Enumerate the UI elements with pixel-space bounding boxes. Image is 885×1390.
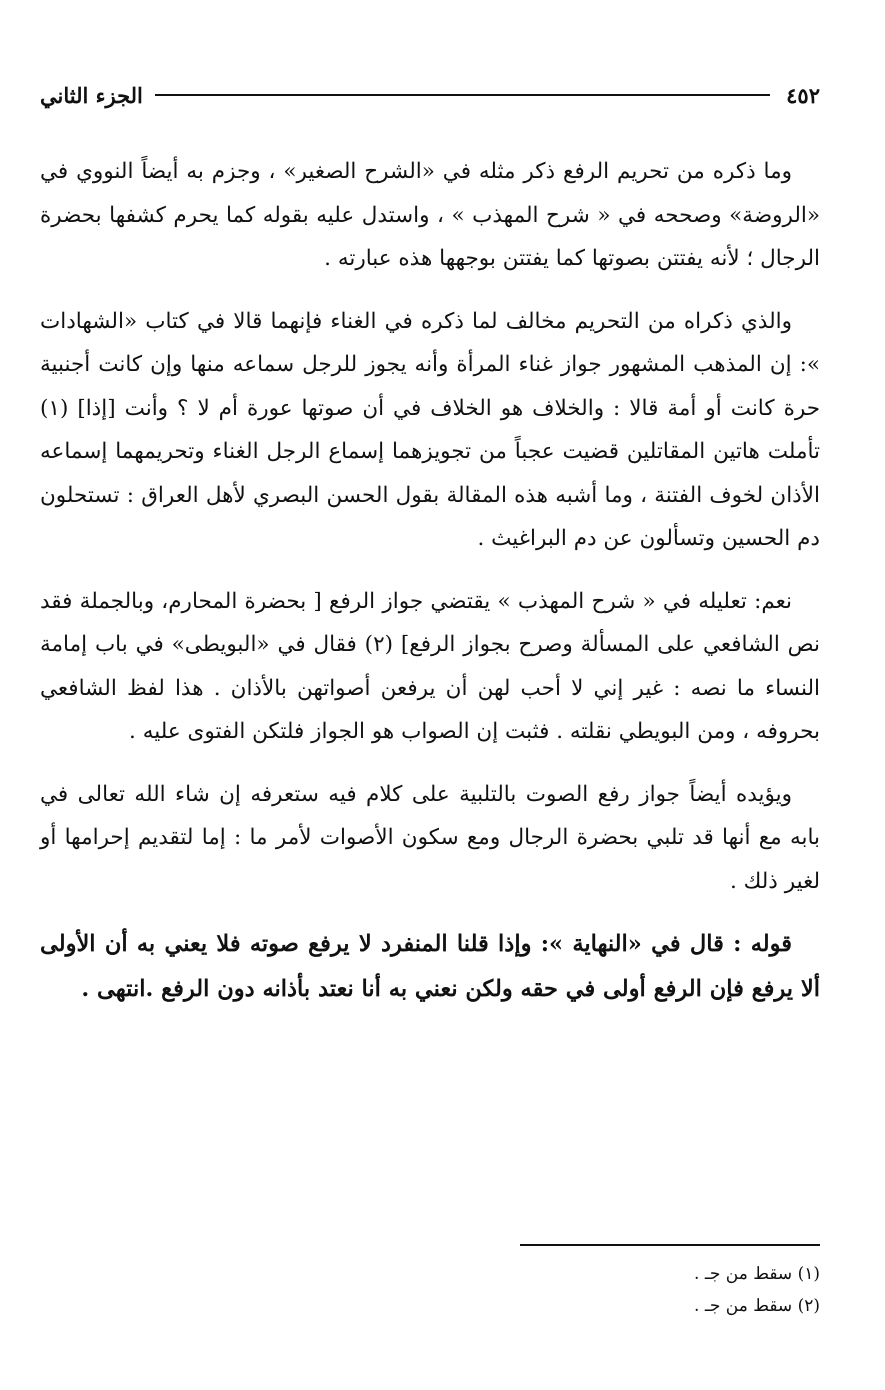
header-rule <box>155 94 770 96</box>
footnote-2: (٢) سقط من جـ . <box>694 1296 820 1316</box>
quoted-paragraph: قوله : قال في «النهاية »: وإذا قلنا المنفرد لا يرفع صوته فلا يعني به أن الأولى ألا يرفع فإن الرفع أولى في حقه ولكن نعني به أنا نعتد بأذانه دون الرفع .انتهى . <box>40 931 820 1002</box>
page-number: ٤٥٢ <box>786 82 820 108</box>
footnotes <box>40 1258 820 1322</box>
paragraph-3: نعم: تعليله في « شرح المهذب » يقتضي جواز الرفع [ بحضرة المحارم، وبالجملة فقد نص الشافعي على المسألة وصرح بجواز الرفع] (٢) فقال في «البويطى» في باب إمامة النساء ما نصه : غير إني لا أحب لهن أن يرفعن أصواتهن بالأذان . هذا لفظ الشافعي بحروفه ، ومن البويطي نقلته . فثبت إن الصواب هو الجواز فلتكن الفتوى عليه . <box>40 588 820 744</box>
paragraph-2: والذي ذكراه من التحريم مخالف لما ذكره في الغناء فإنهما قالا في كتاب «الشهادات »: إن المذهب المشهور جواز غناء المرأة وأنه يجوز للرجل سماعه منها وإن كانت أجنبية حرة كانت أو أمة قالا : والخلاف هو الخلاف في أن صوتها عورة أم لا ؟ وأنت [إذا] (١) تأملت هاتين المقاتلين قضيت عجباً من تجويزهما إسماع الرجل الغناء وتحريمهما إسماعه الأذان لخوف الفتنة ، وما أشبه هذه المقالة بقول الحسن البصري لأهل العراق : تستحلون دم الحسين وتسألون عن دم البراغيث . <box>40 308 820 551</box>
footnote-1: (١) سقط من جـ . <box>694 1264 820 1284</box>
page-header <box>40 78 820 112</box>
footnote-separator <box>520 1244 820 1246</box>
main-text <box>40 150 820 1031</box>
paragraph-1: وما ذكره من تحريم الرفع ذكر مثله في «الشرح الصغير» ، وجزم به أيضاً النووي في «الروضة» وصححه في « شرح المهذب » ، واستدل عليه بقوله كما يحرم كشفها بحضرة الرجال ؛ لأنه يفتتن بصوتها كما يفتتن بوجهها هذه عبارته . <box>40 159 820 271</box>
paragraph-4: ويؤيده أيضاً جواز رفع الصوت بالتلبية على كلام فيه ستعرفه إن شاء الله تعالى في بابه مع أنها قد تلبي بحضرة الرجال ومع سكون الأصوات لأمر ما : إما لتقديم إحرامها أو لغير ذلك . <box>40 781 820 894</box>
book-page <box>40 0 820 1390</box>
part-title: الجزء الثاني <box>40 82 143 108</box>
